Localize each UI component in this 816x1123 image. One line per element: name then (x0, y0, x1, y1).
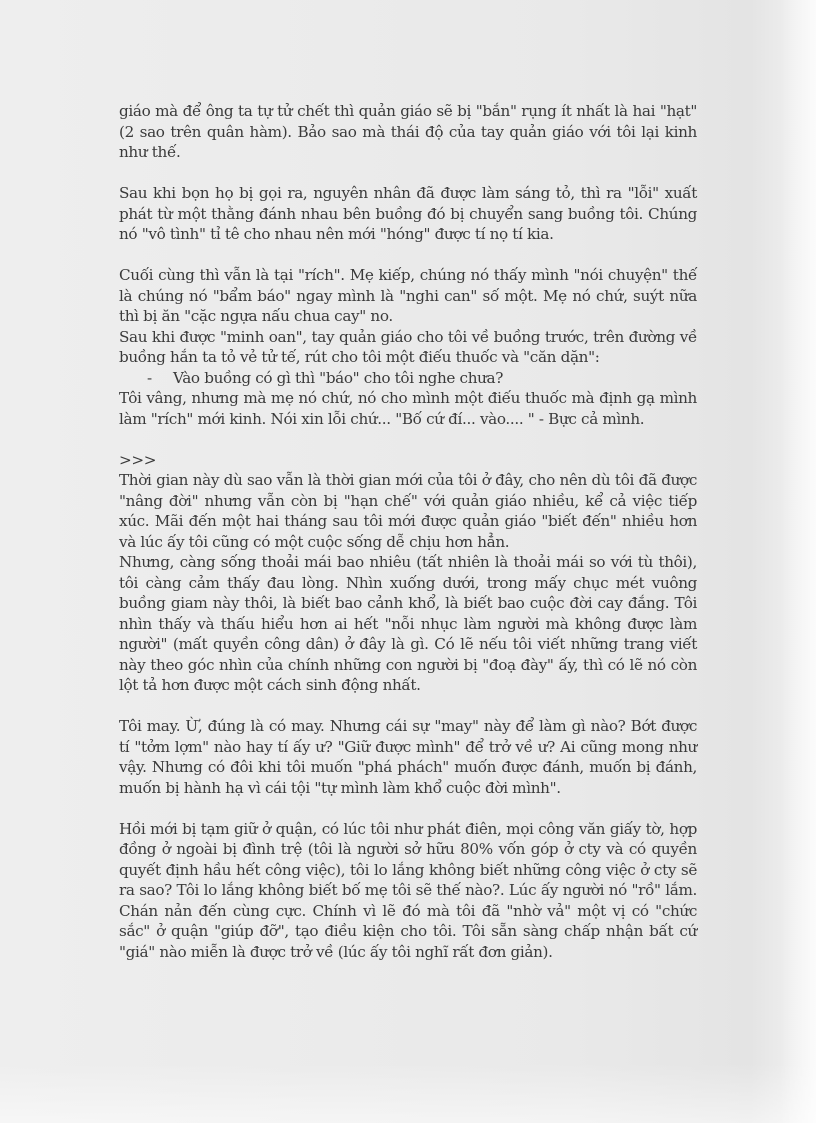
paragraph-gap (119, 163, 697, 184)
paragraph: Tôi vâng, nhưng mà mẹ nó chứ, nó cho mình một điếu thuốc mà định gạ mình làm "rích" mới kinh. Nói xin lỗi chứ... "Bố cứ đí... vào.... " - Bực cả mình. (119, 389, 697, 428)
paragraph: Tôi may. Ừ, đúng là có may. Nhưng cái sự "may" này để làm gì nào? Bớt được tí "tởm lợm" nào hay tí ấy ư? "Giữ được mình" để trở về ư? Ai cũng mong như vậy. Nhưng có đôi khi tôi muốn "phá phách" muốn được đánh, muốn bị đánh, muốn bị hành hạ vì cái tội "tự mình làm khổ cuộc đời mình". (119, 717, 697, 797)
list-item-text: Vào buồng có gì thì "báo" cho tôi nghe chưa? (173, 368, 504, 387)
list-dash: - (147, 368, 152, 387)
paragraph: giáo mà để ông ta tự tử chết thì quản giáo sẽ bị "bắn" rụng ít nhất là hai "hạt" (2 sao trên quân hàm). Bảo sao mà thái độ của tay quản giáo với tôi lại kinh như thế. (119, 102, 697, 161)
paragraph: Nhưng, càng sống thoải mái bao nhiêu (tất nhiên là thoải mái so với tù thôi), tôi càng cảm thấy đau lòng. Nhìn xuống dưới, trong mấy chục mét vuông buồng giam này thôi, là biết bao cảnh khổ, là biết bao cuộc đời cay đắng. Tôi nhìn thấy và thấu hiểu hơn ai hết "nỗi nhục làm người mà không được làm người" (mất quyền công dân) ở đây là gì. Có lẽ nếu tôi viết những trang viết này theo góc nhìn của chính những con người bị "đoạ đày" ấy, thì có lẽ nó còn lột tả hơn được một cách sinh động nhất. (119, 553, 697, 694)
paragraph-gap (119, 245, 697, 266)
section-separator: >>> (119, 450, 157, 469)
paragraph: Thời gian này dù sao vẫn là thời gian mới của tôi ở đây, cho nên dù tôi đã được "nâng đời" nhưng vẫn còn bị "hạn chế" với quản giáo nhiều, kể cả việc tiếp xúc. Mãi đến một hai tháng sau tôi mới được quản giáo "biết đến" nhiều hơn và lúc ấy tôi cũng có một cuộc sống dễ chịu hơn hẳn. (119, 471, 697, 551)
paragraph-gap (119, 696, 697, 717)
paragraph: Hồi mới bị tạm giữ ở quận, có lúc tôi như phát điên, mọi công văn giấy tờ, hợp đồng ở ngoài bị đình trệ (tôi là người sở hữu 80% vốn góp ở cty và có quyền quyết định hầu hết công việc), tôi lo lắng không biết những công việc ở cty sẽ ra sao? Tôi lo lắng không biết bố mẹ tôi sẽ thế nào?. Lúc ấy người nó "rồ" lắm. Chán nản đến cùng cực. Chính vì lẽ đó mà tôi đã "nhờ vả" một vị có "chức sắc" ở quận "giúp đỡ", tạo điều kiện cho tôi. Tôi sẵn sàng chấp nhận bất cứ "giá" nào miễn là được trở về (lúc ấy tôi nghĩ rất đơn giản). (119, 819, 697, 961)
paragraph: Sau khi bọn họ bị gọi ra, nguyên nhân đã được làm sáng tỏ, thì ra "lỗi" xuất phát từ một thằng đánh nhau bên buồng đó bị chuyển sang buồng tôi. Chúng nó "vô tình" tỉ tê cho nhau nên mới "hóng" được tí nọ tí kia. (119, 184, 697, 243)
dash-list-item (119, 368, 697, 389)
paragraph-gap (119, 798, 697, 819)
paragraph: Sau khi được "minh oan", tay quản giáo cho tôi về buồng trước, trên đường về buồng hắn ta tỏ vẻ tử tế, rút cho tôi một điếu thuốc và "căn dặn": (119, 327, 697, 366)
document-body (119, 101, 697, 962)
paragraph: Cuối cùng thì vẫn là tại "rích". Mẹ kiếp, chúng nó thấy mình "nói chuyện" thế là chúng nó "bẩm báo" ngay mình là "nghi can" số một. Mẹ nó chứ, suýt nữa thì bị ăn "cặc ngựa nấu chua cay" no. (119, 266, 697, 325)
paragraph-gap (119, 429, 697, 450)
